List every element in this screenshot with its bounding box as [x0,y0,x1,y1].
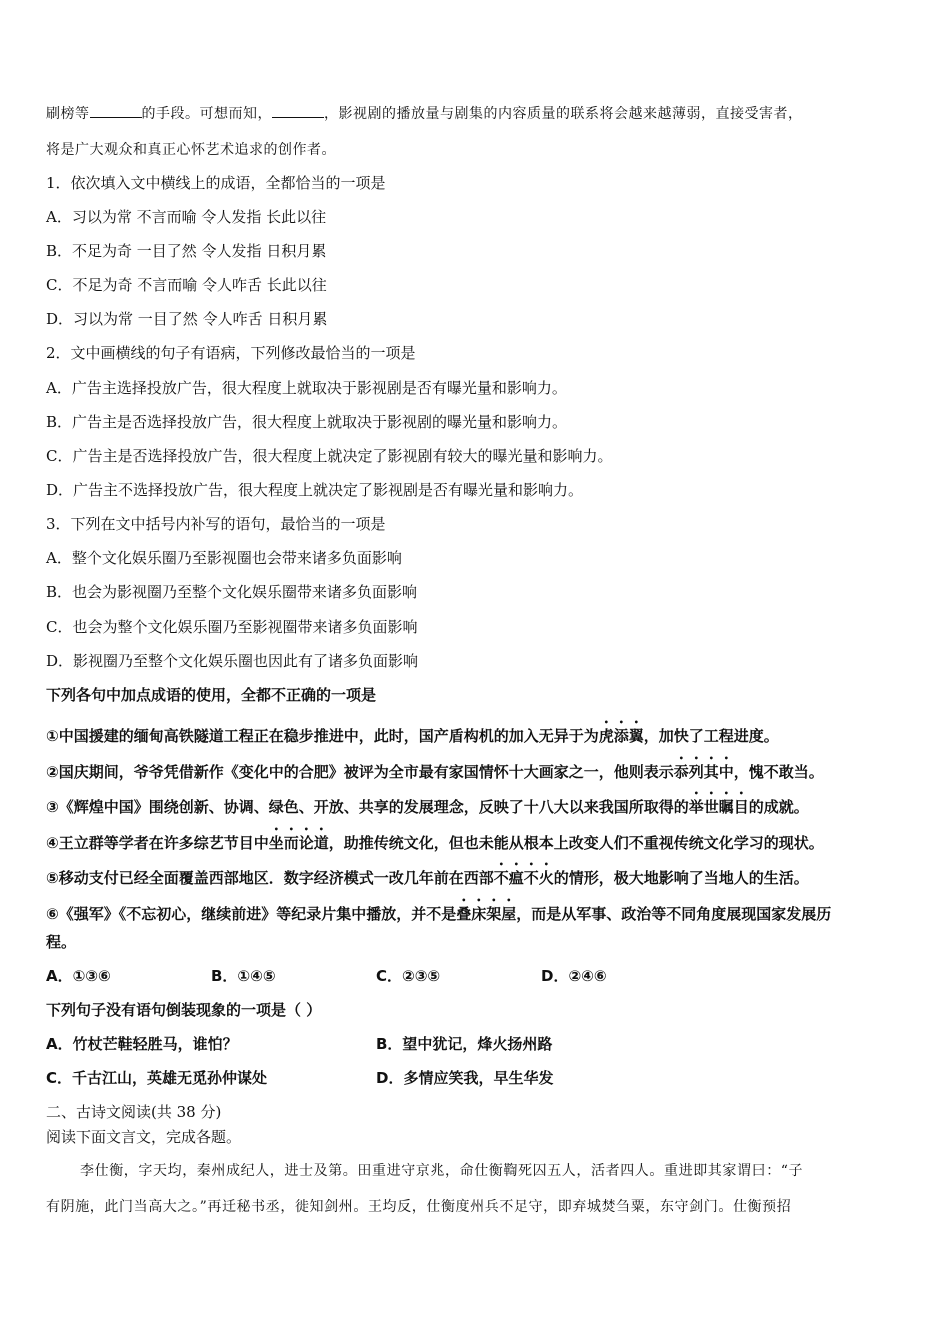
option-b: B．也会为影视圈乃至整个文化娱乐圈带来诸多负面影响 [46,583,418,601]
option-b: B．不足为奇 一目了然 令人发指 日积月累 [46,242,327,260]
option-c: C．广告主是否选择投放广告，很大程度上就决定了影视剧有较大的曝光量和影响力。 [46,447,613,465]
sentence-6-cont: 程。 [46,933,77,951]
fill-blank [90,103,142,118]
section-title: 二、古诗文阅读(共 38 分) [46,1103,222,1121]
passage-line-2: 将是广大观众和真正心怀艺术追求的创作者。 [46,142,336,158]
option-a: A．整个文化娱乐圈乃至影视圈也会带来诸多负面影响 [46,549,402,567]
option-d: D．②④⑥ [541,967,607,985]
sentence-2: ②国庆期间，爷爷凭借新作《变化中的合肥》被评为全市最有家国情怀十大画家之一，他则表示忝列其中，愧不敢当。 [46,763,824,781]
sentence-4: ④王立群等学者在许多综艺节目中坐而论道，助推传统文化，但也未能从根本上改变人们不重视传统文化学习的现状。 [46,834,824,852]
question-stem: 下列各句中加点成语的使用，全都不正确的一项是 [46,686,377,704]
option-a: A．广告主选择投放广告，很大程度上就取决于影视剧是否有曝光量和影响力。 [46,379,567,397]
option-d: D．多情应笑我，早生华发 [376,1069,554,1087]
option-c: C．千古江山，英雄无觅孙仲谋处 [46,1069,268,1087]
classical-text-line-2: 有阴施，此门当高大之。”再迁秘书丞，徙知剑州。王均反，仕衡度州兵不足守，即弃城焚刍粟，东守剑门。仕衡预招 [46,1199,792,1215]
question-stem: 下列句子没有语句倒装现象的一项是（ ） [46,1001,322,1019]
option-d: D．习以为常 一目了然 令人咋舌 日积月累 [46,310,328,328]
passage-line-1: 刷榜等 的手段。可想而知， ，影视剧的播放量与剧集的内容质量的联系将会越来越薄弱，直接受害者， [46,103,803,124]
question-stem: 1．依次填入文中横线上的成语，全都恰当的一项是 [46,174,386,192]
question-stem: 3．下列在文中括号内补写的语句，最恰当的一项是 [46,515,386,533]
dotted-idiom: 不瘟不火 [493,869,554,887]
option-c: C．不足为奇 不言而喻 令人咋舌 长此以往 [46,276,327,294]
option-a: A．竹杖芒鞋轻胜马，谁怕？ [46,1035,238,1053]
option-a: A．①③⑥ [46,967,111,985]
option-b: B．①④⑤ [211,967,276,985]
dotted-idiom: 叠床架屋 [456,905,517,923]
dotted-idiom: 举世瞩目 [688,798,749,816]
option-c: C．也会为整个文化娱乐圈乃至影视圈带来诸多负面影响 [46,618,418,636]
option-b: B．望中犹记，烽火扬州路 [376,1035,553,1053]
section-instruction: 阅读下面文言文，完成各题。 [46,1128,242,1146]
classical-text-line-1: 李仕衡，字天均，秦州成纪人，进士及第。田重进守京兆，命仕衡鞫死囚五人，活者四人。重进即其家谓曰：“子 [80,1163,804,1179]
sentence-5: ⑤移动支付已经全面覆盖西部地区．数字经济模式一改几年前在西部不瘟不火的情形，极大地影响了当地人的生活。 [46,869,809,887]
fill-blank [272,103,324,118]
dotted-idiom: 忝列其中 [673,763,734,781]
sentence-1: ①中国援建的缅甸高铁隧道工程正在稳步推进中，此时，国产盾构机的加入无异于为虎添翼，加快了工程进度。 [46,727,779,745]
option-b: B．广告主是否选择投放广告，很大程度上就取决于影视剧的曝光量和影响力。 [46,413,568,431]
dotted-idiom: 虎添翼 [598,727,644,745]
option-c: C．②③⑤ [376,967,441,985]
option-a: A．习以为常 不言而喻 令人发指 长此以往 [46,208,327,226]
question-stem: 2．文中画横线的句子有语病，下列修改最恰当的一项是 [46,344,416,362]
sentence-3: ③《辉煌中国》围绕创新、协调、绿色、开放、共享的发展理念，反映了十八大以来我国所取得的举世瞩目的成就。 [46,798,809,816]
dotted-idiom: 坐而论道 [268,834,329,852]
sentence-6: ⑥《强军》《不忘初心，继续前进》等纪录片集中播放，并不是叠床架屋，而是从军事、政治等不同角度展现国家发展历 [46,905,832,923]
option-d: D．广告主不选择投放广告，很大程度上就决定了影视剧是否有曝光量和影响力。 [46,481,584,499]
option-d: D．影视圈乃至整个文化娱乐圈也因此有了诸多负面影响 [46,652,419,670]
